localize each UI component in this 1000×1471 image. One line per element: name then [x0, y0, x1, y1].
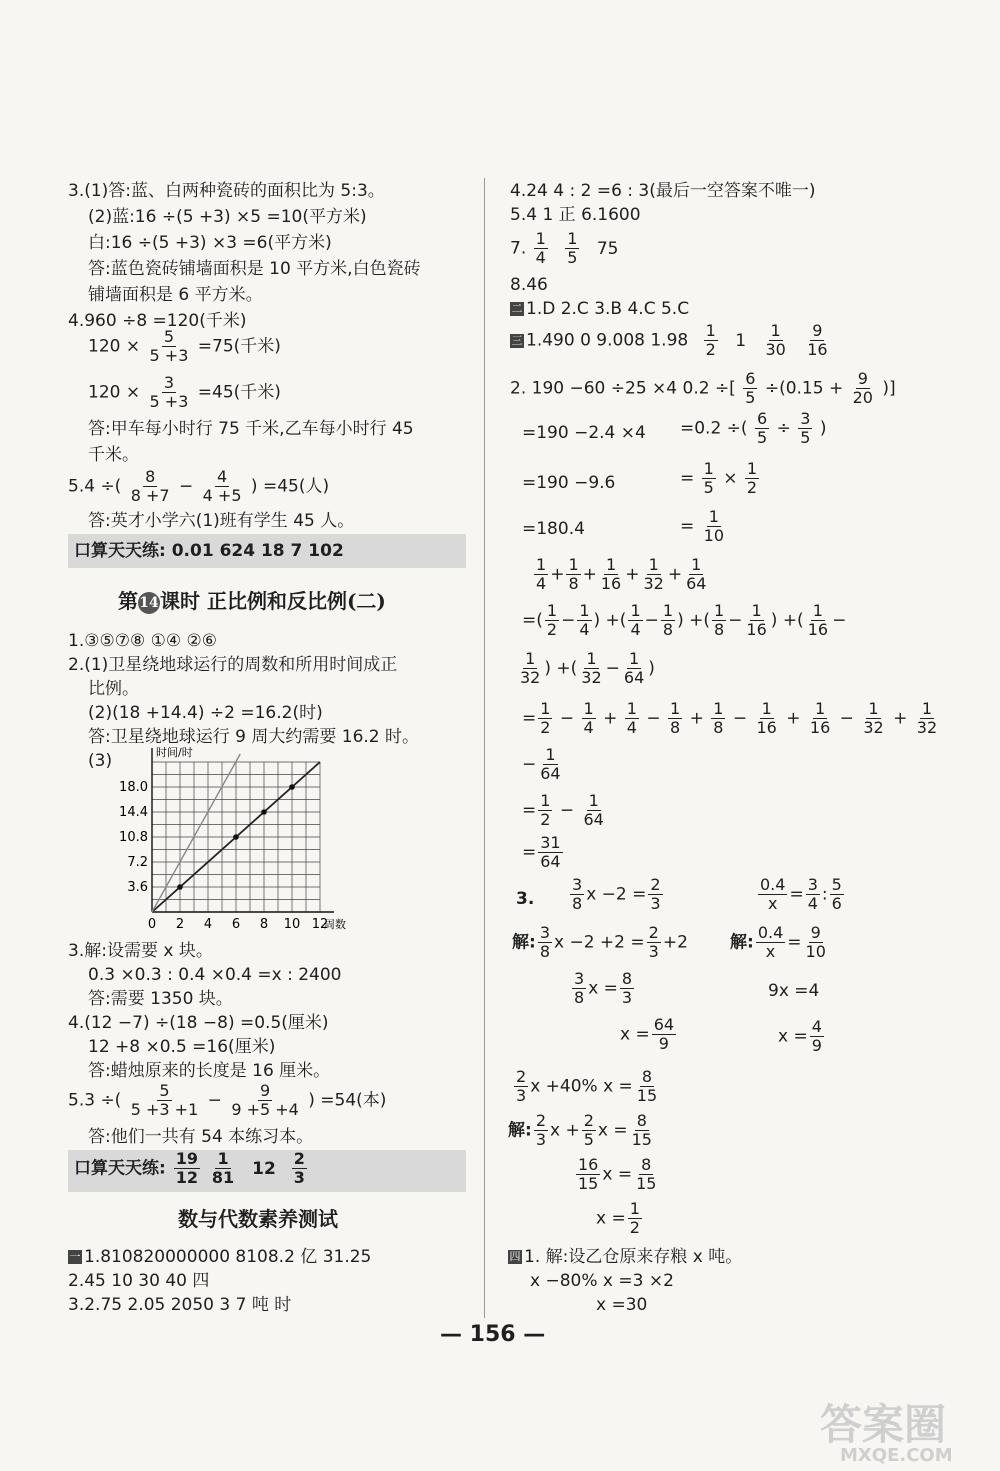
left-line-3: 白:16 ÷(5 +3) ×3 =6(平方米) [88, 233, 332, 253]
left-line-8 [88, 374, 281, 411]
q5a [68, 1082, 386, 1119]
left-line-5: 铺墙面积是 6 平方米。 [88, 285, 263, 305]
q2c: (2)(18 +14.4) ÷2 =16.2(时) [88, 703, 323, 723]
eq3-label: 3. [516, 889, 535, 909]
q2b: 比例。 [88, 679, 139, 699]
r3: 7. $\frac{1}{4}$ $\frac{1}{5}$ 75 [510, 229, 619, 267]
fraction: $\frac{1}{16}$ [746, 601, 767, 639]
fraction: $\frac{1}{4}$ [626, 699, 637, 737]
fraction: $\frac{1}{8}$ [662, 601, 674, 639]
time-vs-laps-chart [112, 740, 346, 940]
r8b: =0.2 ÷( $\frac{6}{5}$ ÷ $\frac{3}{5}$ ) [680, 409, 827, 447]
x-tick-label: 4 [203, 917, 213, 932]
fraction: $\frac{1}{16}$ [807, 601, 829, 639]
text: =45(千米) [197, 382, 281, 403]
q2a: 2.(1)卫星绕地球运行的周数和所用时间成正 [68, 655, 398, 675]
part-badge: 一 [69, 1250, 81, 1263]
solA1: 解: $\frac{3}{8}$ x −2 +2 = $\frac{2}{3}$ +2 [512, 923, 688, 961]
sum-expression: $\frac{1}{4}$ + $\frac{1}{8}$ + $\frac{1}{16}$ + $\frac{1}{32}$ + $\frac{1}{64}$ [536, 555, 707, 593]
r-last2: x −80% x =3 ×2 [530, 1271, 674, 1291]
left-line-9: 答:甲车每小时行 75 千米,乙车每小时行 45 [88, 419, 414, 439]
expand-line-1: =( $\frac{1}{2}$ − $\frac{1}{4}$ ) +( $\frac{1}{4}$ − $\frac{1}{8}$ ) +( $\frac{1}{8}$ − $\frac{1}{16}$ ) +( $\frac{1}{16}$ − [522, 601, 847, 639]
solB3: x = $\frac{4}{9}$ [778, 1017, 822, 1055]
fraction: $\frac{1}{8}$ [713, 699, 724, 737]
r1: 4.24 4 : 2 =6 : 3(最后一空答案不唯一) [510, 181, 816, 201]
x-tick-label: 0 [147, 917, 157, 932]
fraction: $\frac{1}{32}$ [916, 699, 938, 737]
left-line-12: 答:英才小学六(1)班有学生 45 人。 [88, 511, 355, 531]
x-tick-label: 8 [259, 917, 269, 932]
result-line: = $\frac{31}{64}$ [522, 833, 561, 871]
watermark-logo: 答案圈 [820, 1400, 947, 1449]
solB1: 解: $\frac{0.4}{x}$ = $\frac{9}{10}$ [730, 923, 826, 961]
q2e: (3) [88, 751, 113, 771]
r-last1: 四 1. 解:设乙仓原来存粮 x 吨。 [509, 1247, 743, 1267]
fraction: $\frac{31}{64}$ [540, 833, 561, 871]
fraction: $\frac{1}{4}$ [630, 601, 641, 639]
s2: 2.45 10 30 40 四 [68, 1271, 210, 1291]
s3: 3.2.75 2.05 2050 3 7 吨 时 [68, 1295, 292, 1315]
left-line-11 [68, 468, 329, 505]
fraction: $\frac{1}{4}$ [579, 601, 590, 639]
fraction: $\frac{1}{64}$ [686, 555, 707, 593]
fraction: $\frac{1}{2}$ [546, 601, 558, 639]
q4c: 答:蜡烛原来的长度是 16 厘米。 [88, 1061, 331, 1081]
fraction: $\frac{1}{64}$ [623, 649, 645, 687]
text: − [179, 476, 194, 497]
solC1: 解: $\frac{2}{3}$ x + $\frac{2}{5}$ x = $\frac{8}{15}$ [508, 1111, 652, 1149]
r10a: =180.4 [522, 519, 585, 539]
solA3: x = $\frac{64}{9}$ [620, 1015, 675, 1053]
fraction: $\frac{1}{64}$ [540, 745, 561, 783]
text: 5.3 ÷( [68, 1090, 122, 1111]
left-line-2: (2)蓝:16 ÷(5 +3) ×5 =10(平方米) [88, 207, 367, 227]
r10b: = $\frac{1}{10}$ [680, 507, 725, 545]
expand-line-5: = $\frac{1}{2}$ − $\frac{1}{64}$ [522, 791, 604, 829]
fraction: $\frac{1}{32}$ [581, 649, 602, 687]
q4b: 12 +8 ×0.5 =16(厘米) [88, 1037, 276, 1057]
expand-line-4: − $\frac{1}{64}$ [522, 745, 561, 783]
r2: 5.4 1 正 6.1600 [510, 205, 641, 225]
s1: 一 1.810820000000 8108.2 亿 31.25 [69, 1247, 372, 1267]
r-last3: x =30 [596, 1295, 648, 1315]
fraction: $\frac{1}{8}$ [713, 601, 725, 639]
fraction: $\frac{3}{5 +3}$ [149, 373, 189, 411]
fraction: $\frac{1}{8}$ [568, 555, 579, 593]
x-tick-label: 12 [311, 917, 329, 932]
data-point [177, 884, 183, 890]
column-divider [484, 178, 485, 1318]
fraction: $\frac{1}{2}$ [540, 699, 551, 737]
y-tick-label: 10.8 [119, 830, 148, 845]
y-tick-label: 14.4 [119, 805, 148, 820]
solC2: $\frac{16}{15}$ x = $\frac{8}{15}$ [578, 1155, 657, 1193]
q2d: 答:卫星绕地球运行 9 周大约需要 16.2 时。 [88, 727, 420, 747]
fraction: $\frac{1}{4}$ [536, 555, 547, 593]
x-tick-label: 6 [231, 917, 241, 932]
oral-practice-2: 口算天天练: $\frac{19}{12}$ $\frac{1}{81}$ 12 $\frac{2}{3}$ [74, 1149, 305, 1187]
x-axis-label: 周数 [324, 918, 346, 931]
q1: 1.③⑤⑦⑧ ①④ ②⑥ [68, 631, 217, 651]
eqA: $\frac{3}{8}$ x −2 = $\frac{2}{3}$ [572, 875, 661, 913]
expand-line-2: $\frac{1}{32}$ ) +( $\frac{1}{32}$ − $\frac{1}{64}$ ) [520, 649, 655, 687]
x-tick-label: 10 [283, 917, 301, 932]
fraction: $\frac{1}{64}$ [583, 791, 604, 829]
eqC: $\frac{2}{3}$ x +40% x = $\frac{8}{15}$ [516, 1067, 658, 1105]
fraction: $\frac{1}{16}$ [756, 699, 777, 737]
q3c: 答:需要 1350 块。 [88, 989, 233, 1009]
fraction: $\frac{1}{16}$ [600, 555, 622, 593]
eqB: $\frac{0.4}{x}$ = $\frac{3}{4}$ : $\frac{5}{6}$ [760, 875, 842, 913]
text: − [207, 1090, 222, 1111]
y-tick-label: 7.2 [127, 855, 148, 870]
text: ) =45(人) [250, 476, 330, 497]
fraction: $\frac{4}{4 +5}$ [202, 467, 242, 505]
r6: 三 1.490 0 9.008 1.98 $\frac{1}{2}$ 1 $\frac{1}{30}$ $\frac{9}{16}$ [511, 321, 828, 359]
expand-line-3: = $\frac{1}{2}$ − $\frac{1}{4}$ + $\frac{1}{4}$ − $\frac{1}{8}$ + $\frac{1}{8}$ − $\frac{1}{16}$ + $\frac{1}{16}$ − $\frac{1}{32}$ + $\frac{1}{32}$ [522, 699, 938, 737]
y-tick-label: 3.6 [127, 880, 148, 895]
r4: 8.46 [510, 275, 548, 295]
watermark-url: MXQE.COM [840, 1445, 953, 1466]
r5: 二 1.D 2.C 3.B 4.C 5.C [511, 299, 690, 319]
lesson-number-badge: 14 [138, 592, 160, 614]
fraction: $\frac{8}{8 +7}$ [130, 467, 170, 505]
fraction: $\frac{1}{16}$ [809, 699, 831, 737]
data-point [233, 834, 239, 840]
solC3: x = $\frac{1}{2}$ [596, 1199, 640, 1237]
solB2: 9x =4 [768, 981, 820, 1001]
text: ) =54(本) [308, 1090, 387, 1111]
r8a: =190 −2.4 ×4 [522, 423, 646, 443]
q4a: 4.(12 −7) ÷(18 −8) =0.5(厘米) [68, 1013, 329, 1033]
text: 5.4 ÷( [68, 476, 122, 497]
text: 120 × [88, 336, 141, 357]
fraction: $\frac{1}{2}$ [540, 791, 551, 829]
r9b: = $\frac{1}{5}$ × $\frac{1}{2}$ [680, 459, 758, 497]
r7: 2. 190 −60 ÷25 ×4 0.2 ÷[ $\frac{6}{5}$ ÷(0.15 + $\frac{9}{20}$ )] [510, 369, 896, 407]
left-line-1: 3.(1)答:蓝、白两种瓷砖的面积比为 5:3。 [68, 181, 385, 201]
fraction: $\frac{1}{8}$ [670, 699, 681, 737]
fraction: $\frac{5}{5 +3 +1}$ [130, 1081, 199, 1119]
fraction: $\frac{1}{32}$ [643, 555, 664, 593]
fraction: $\frac{1}{32}$ [520, 649, 541, 687]
y-tick-label: 18.0 [119, 780, 148, 795]
left-line-10: 千米。 [88, 445, 139, 465]
text: 120 × [88, 382, 141, 403]
fraction: $\frac{1}{4}$ [583, 699, 594, 737]
x-tick-label: 2 [175, 917, 185, 932]
fraction: $\frac{1}{32}$ [863, 699, 884, 737]
fraction: $\frac{5}{5 +3}$ [149, 327, 189, 365]
data-point [289, 784, 295, 790]
oral-practice-1: 口算天天练: 0.01 624 18 7 102 [74, 541, 344, 561]
r9a: =190 −9.6 [522, 473, 616, 493]
q3a: 3.解:设需要 x 块。 [68, 941, 213, 961]
y-axis-label: 时间/时 [156, 746, 193, 759]
fraction: $\frac{9}{9 +5 +4}$ [231, 1081, 299, 1119]
text: =75(千米) [197, 336, 281, 357]
q5c: 答:他们一共有 54 本练习本。 [88, 1127, 314, 1147]
data-point [261, 809, 267, 815]
lesson-title: 第14课时 正比例和反比例(二) [118, 589, 386, 613]
left-line-4: 答:蓝色瓷砖铺墙面积是 10 平方米,白色瓷砖 [88, 259, 421, 279]
left-line-6: 4.960 ÷8 =120(千米) [68, 311, 247, 331]
solA2: $\frac{3}{8}$ x = $\frac{8}{3}$ [574, 969, 633, 1007]
series-line [152, 754, 240, 912]
page-number: — 156 — [440, 1322, 546, 1347]
left-line-7 [88, 328, 281, 365]
section-title: 数与代数素养测试 [178, 1207, 338, 1231]
q3b: 0.3 ×0.3 : 0.4 ×0.4 =x : 2400 [88, 965, 342, 985]
